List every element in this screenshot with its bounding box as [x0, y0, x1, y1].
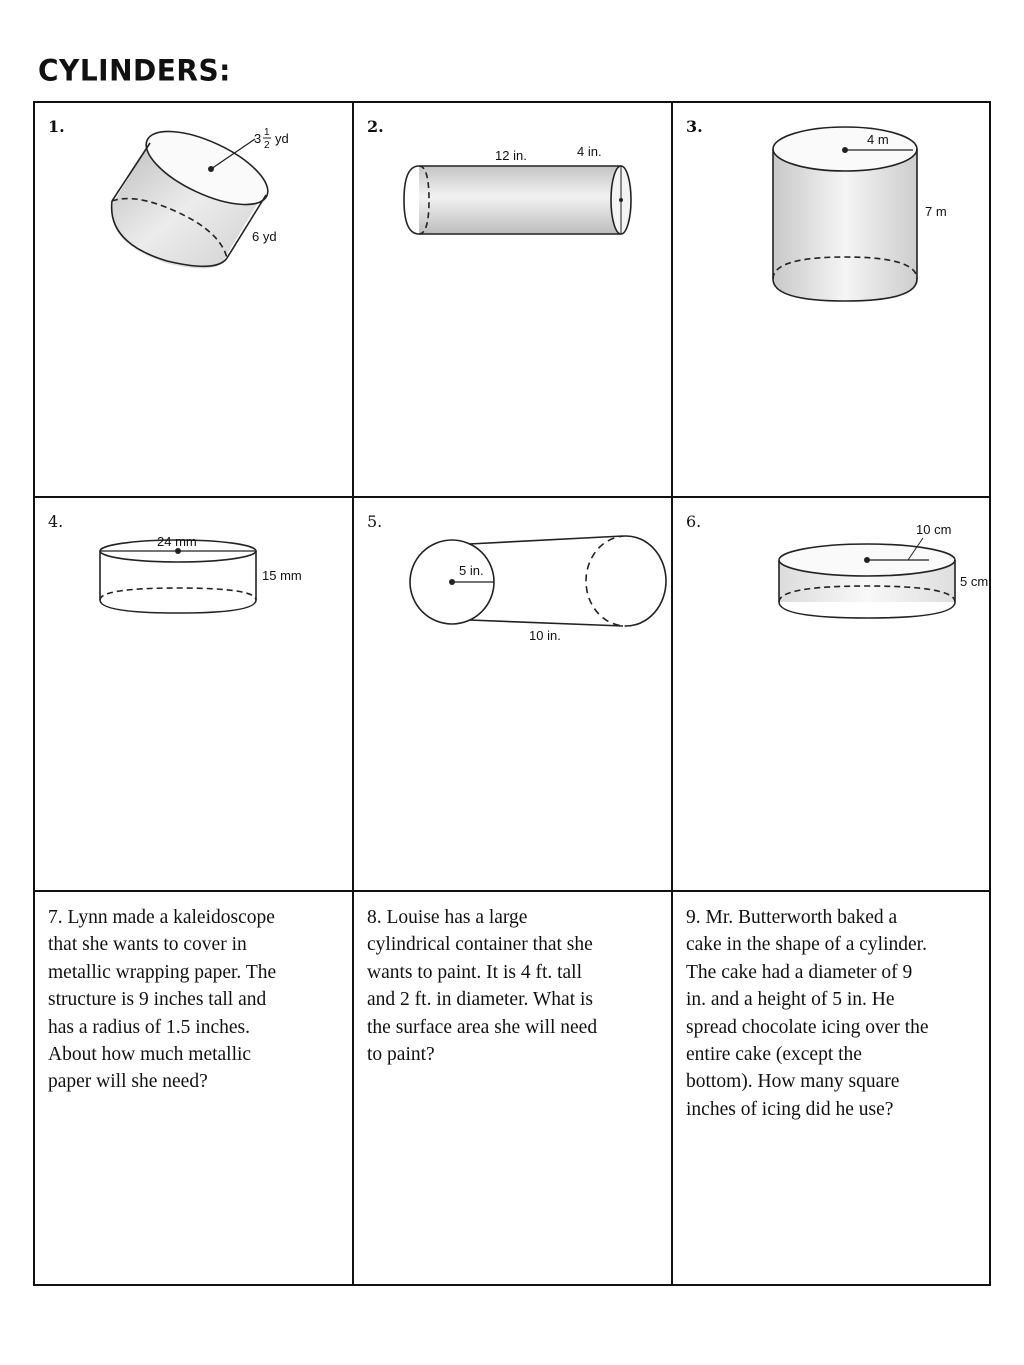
word-problem-7 — [48, 904, 276, 1096]
problem-line: cake in the shape of a cylinder. — [686, 934, 927, 956]
radius-numerator: 1 — [264, 127, 270, 138]
height-label: 7 m — [925, 204, 947, 219]
problem-cell-9 — [673, 892, 991, 1284]
problem-number: 4. — [48, 512, 64, 531]
problem-line: spread chocolate icing over the — [686, 1016, 929, 1038]
height-label: 6 yd — [252, 229, 277, 244]
problem-number: 1. — [48, 117, 65, 136]
problem-line: 7. Lynn made a kaleidoscope — [48, 907, 275, 928]
problem-cell-7 — [35, 892, 352, 1284]
word-problem-8 — [367, 904, 597, 1068]
problem-line: bottom). How many square — [686, 1071, 900, 1093]
radius-denominator: 2 — [264, 140, 270, 151]
problem-number: 5. — [367, 512, 383, 531]
word-problem-9 — [686, 904, 929, 1123]
problem-grid — [33, 101, 991, 1286]
problem-line: wants to paint. It is 4 ft. tall — [367, 961, 583, 983]
problem-number: 6. — [686, 512, 702, 531]
cylinder-figure-2 — [399, 138, 649, 243]
cylinder-figure-4 — [90, 528, 340, 628]
problem-line: inches of icing did he use? — [686, 1098, 894, 1120]
cylinder-figure-6 — [733, 518, 989, 628]
radius-whole: 3 — [254, 131, 262, 146]
problem-line: to paint? — [367, 1044, 435, 1066]
radius-label: 10 cm — [916, 522, 952, 537]
problem-line: entire cake (except the — [686, 1044, 862, 1066]
problem-line: cylindrical container that she — [367, 934, 593, 956]
problem-line: paper will she need? — [48, 1071, 208, 1093]
height-label: 15 mm — [262, 568, 302, 583]
problem-line: that she wants to cover in — [48, 934, 247, 956]
problem-line: has a radius of 1.5 inches. — [48, 1016, 250, 1038]
cylinder-figure-5 — [399, 520, 659, 645]
problem-line: About how much metallic — [48, 1044, 252, 1066]
problem-cell-8 — [354, 892, 671, 1284]
problem-line: metallic wrapping paper. The — [48, 961, 277, 983]
radius-unit: yd — [275, 131, 289, 146]
height-label: 5 cm — [960, 574, 989, 589]
radius-label: 5 in. — [459, 563, 484, 578]
diameter-label: 24 mm — [157, 534, 197, 549]
problem-line: the surface area she will need — [367, 1016, 598, 1038]
problem-cell-2 — [354, 103, 671, 496]
problem-line: The cake had a diameter of 9 — [686, 961, 913, 983]
problem-line: 8. Louise has a large — [367, 907, 528, 928]
problem-cell-4 — [35, 498, 352, 890]
cylinder-figure-1 — [105, 113, 335, 278]
problem-line: 9. Mr. Butterworth baked a — [686, 907, 898, 928]
diameter-label: 4 in. — [577, 144, 602, 159]
problem-line: and 2 ft. in diameter. What is — [367, 989, 594, 1011]
length-label: 12 in. — [495, 148, 527, 163]
problem-cell-1 — [35, 103, 352, 496]
problem-line: in. and a height of 5 in. He — [686, 989, 895, 1011]
length-label: 10 in. — [529, 628, 561, 643]
problem-cell-6 — [673, 498, 991, 890]
problem-number: 3. — [686, 117, 703, 136]
radius-label: 4 m — [867, 132, 889, 147]
problem-cell-5 — [354, 498, 671, 890]
cylinder-figure-3 — [763, 115, 983, 310]
page-title: CYLINDERS: — [38, 53, 231, 88]
problem-line: structure is 9 inches tall and — [48, 989, 267, 1011]
problem-cell-3 — [673, 103, 991, 496]
problem-number: 2. — [367, 117, 384, 136]
